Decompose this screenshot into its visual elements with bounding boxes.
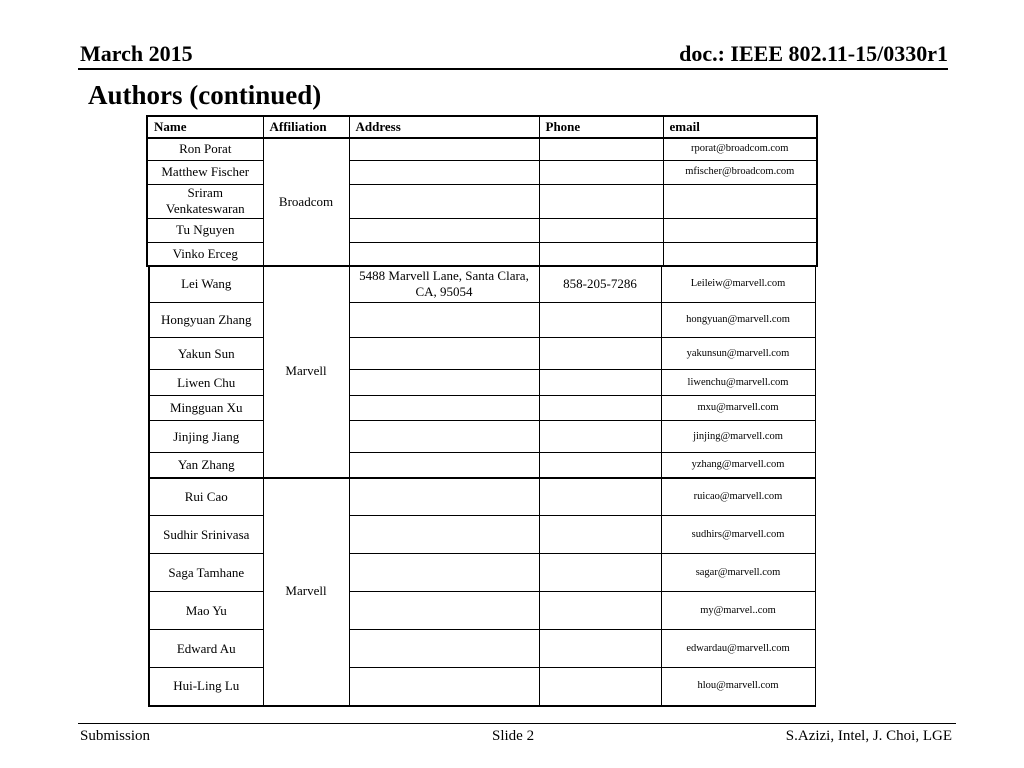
author-address: 5488 Marvell Lane, Santa Clara, CA, 95054 <box>349 266 539 303</box>
column-header-phone: Phone <box>539 116 663 138</box>
author-email: jinjing@marvell.com <box>661 421 815 453</box>
author-address <box>349 242 539 266</box>
table-row <box>147 160 817 184</box>
author-name: Liwen Chu <box>149 370 263 396</box>
footer-authors: S.Azizi, Intel, J. Choi, LGE <box>785 728 952 744</box>
author-name: Hongyuan Zhang <box>149 303 263 338</box>
author-address <box>349 668 539 706</box>
author-email: yakunsun@marvell.com <box>661 338 815 370</box>
author-address <box>349 453 539 478</box>
author-phone <box>539 242 663 266</box>
author-address <box>349 218 539 242</box>
author-name: Vinko Erceg <box>147 242 263 266</box>
author-address <box>349 338 539 370</box>
table-row <box>149 478 815 516</box>
author-phone <box>539 184 663 218</box>
author-address <box>349 160 539 184</box>
table-header-row <box>147 116 817 138</box>
footer-divider <box>78 723 956 724</box>
author-phone <box>539 160 663 184</box>
author-email: edwardau@marvell.com <box>661 630 815 668</box>
table-row <box>149 266 815 303</box>
column-header-address: Address <box>349 116 539 138</box>
author-email: mfischer@broadcom.com <box>663 160 817 184</box>
author-email: sagar@marvell.com <box>661 554 815 592</box>
author-name: Mao Yu <box>149 592 263 630</box>
table-row <box>149 453 815 478</box>
author-name: Edward Au <box>149 630 263 668</box>
footer-submission: Submission <box>80 728 151 744</box>
authors-table-marvell-2 <box>148 477 816 707</box>
column-header-email: email <box>663 116 817 138</box>
author-email: sudhirs@marvell.com <box>661 516 815 554</box>
author-phone <box>539 630 661 668</box>
header-date: March 2015 <box>80 41 193 66</box>
author-email <box>663 184 817 218</box>
table-row <box>149 370 815 396</box>
author-address <box>349 138 539 160</box>
author-name: Sriram Venkateswaran <box>147 184 263 218</box>
table-row <box>147 138 817 160</box>
author-phone <box>539 516 661 554</box>
author-phone: 858-205-7286 <box>539 266 661 303</box>
header-doc-id: doc.: IEEE 802.11-15/0330r1 <box>679 41 948 66</box>
author-phone <box>539 218 663 242</box>
author-email: mxu@marvell.com <box>661 396 815 421</box>
table-row <box>149 338 815 370</box>
authors-table-broadcom <box>146 115 818 267</box>
table-row <box>149 592 815 630</box>
author-phone <box>539 396 661 421</box>
author-address <box>349 396 539 421</box>
table-row <box>149 554 815 592</box>
author-name: Rui Cao <box>149 478 263 516</box>
author-email: yzhang@marvell.com <box>661 453 815 478</box>
author-phone <box>539 554 661 592</box>
footer-slide-number: Slide 2 <box>492 728 535 744</box>
author-phone <box>539 421 661 453</box>
author-name: Lei Wang <box>149 266 263 303</box>
author-address <box>349 630 539 668</box>
slide-title: Authors (continued) <box>88 80 322 110</box>
author-name: Yan Zhang <box>149 453 263 478</box>
author-phone <box>539 138 663 160</box>
author-address <box>349 421 539 453</box>
author-email <box>663 242 817 266</box>
author-name: Jinjing Jiang <box>149 421 263 453</box>
author-address <box>349 592 539 630</box>
table-row <box>149 516 815 554</box>
header-divider <box>78 68 948 70</box>
author-phone <box>539 478 661 516</box>
author-phone <box>539 370 661 396</box>
author-email: hongyuan@marvell.com <box>661 303 815 338</box>
author-email: my@marvel..com <box>661 592 815 630</box>
author-name: Ron Porat <box>147 138 263 160</box>
author-address <box>349 554 539 592</box>
table-row <box>147 218 817 242</box>
author-affiliation: Broadcom <box>263 138 349 266</box>
table-row <box>149 630 815 668</box>
author-name: Mingguan Xu <box>149 396 263 421</box>
author-name: Yakun Sun <box>149 338 263 370</box>
author-name: Hui-Ling Lu <box>149 668 263 706</box>
author-name: Saga Tamhane <box>149 554 263 592</box>
author-email: rporat@broadcom.com <box>663 138 817 160</box>
author-phone <box>539 668 661 706</box>
table-row <box>149 396 815 421</box>
author-name: Sudhir Srinivasa <box>149 516 263 554</box>
author-affiliation: Marvell <box>263 266 349 478</box>
author-address <box>349 184 539 218</box>
column-header-name: Name <box>147 116 263 138</box>
author-address <box>349 303 539 338</box>
table-row <box>147 242 817 266</box>
table-row <box>149 668 815 706</box>
author-phone <box>539 338 661 370</box>
author-email: liwenchu@marvell.com <box>661 370 815 396</box>
author-email: ruicao@marvell.com <box>661 478 815 516</box>
column-header-affiliation: Affiliation <box>263 116 349 138</box>
author-email: hlou@marvell.com <box>661 668 815 706</box>
author-email <box>663 218 817 242</box>
author-phone <box>539 592 661 630</box>
authors-table-marvell-1 <box>148 265 816 479</box>
author-address <box>349 370 539 396</box>
author-phone <box>539 303 661 338</box>
table-row <box>149 303 815 338</box>
author-name: Matthew Fischer <box>147 160 263 184</box>
author-email: Leileiw@marvell.com <box>661 266 815 303</box>
table-row <box>147 184 817 218</box>
author-name: Tu Nguyen <box>147 218 263 242</box>
author-affiliation: Marvell <box>263 478 349 706</box>
author-address <box>349 478 539 516</box>
table-row <box>149 421 815 453</box>
author-phone <box>539 453 661 478</box>
author-address <box>349 516 539 554</box>
